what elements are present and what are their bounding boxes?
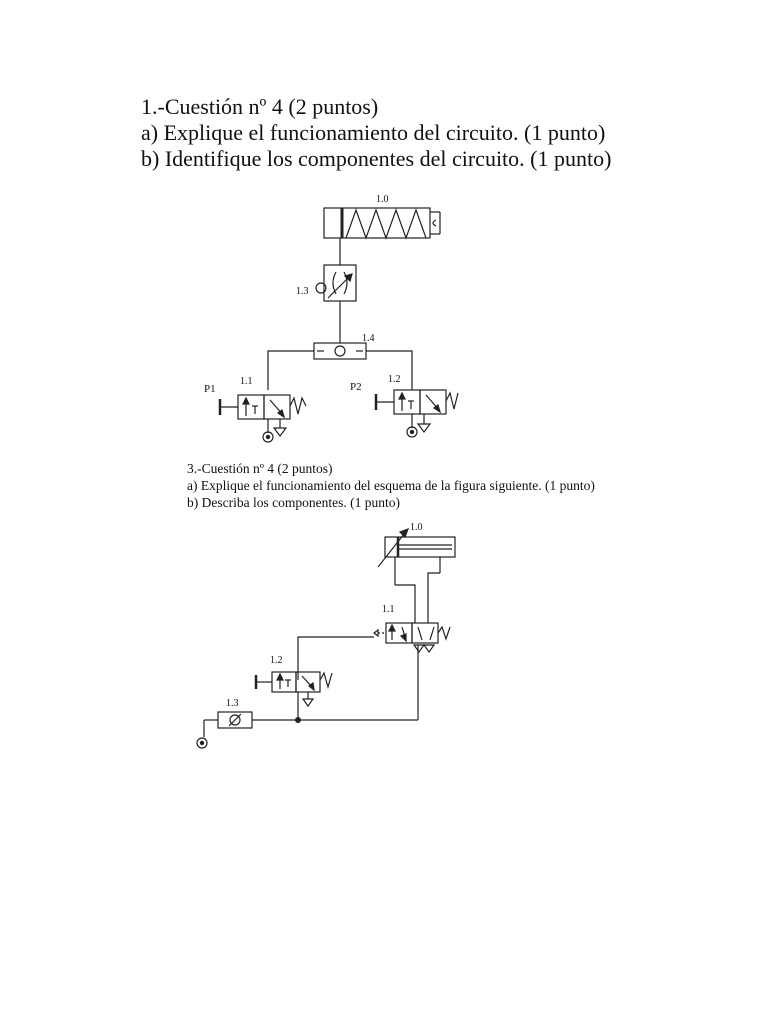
figure1-flow-control xyxy=(316,265,356,301)
figure1-label-1-3: 1.3 xyxy=(296,286,309,297)
figure2-circuit xyxy=(190,515,470,760)
q3-part-b: b) Describa los componentes. (1 punto) xyxy=(187,495,400,510)
figure1-circuit xyxy=(190,180,460,445)
figure1-label-p2: P2 xyxy=(350,381,362,393)
q1-part-a: a) Explique el funcionamiento del circuito. (1 punto) xyxy=(141,120,606,145)
figure2-label-1-0: 1.0 xyxy=(410,522,423,533)
figure2-junction xyxy=(295,717,301,723)
figure1-label-p1: P1 xyxy=(204,383,216,395)
figure1-label-1-2: 1.2 xyxy=(388,374,401,385)
figure2-label-1-3: 1.3 xyxy=(226,698,239,709)
q1-part-b: b) Identifique los componentes del circuito. (1 punto) xyxy=(141,146,612,171)
q1-title: 1.-Cuestión nº 4 (2 puntos) xyxy=(141,94,379,119)
figure2-label-1-2: 1.2 xyxy=(270,655,283,666)
figure1-label-1-1: 1.1 xyxy=(240,376,253,387)
q3-title: 3.-Cuestión nº 4 (2 puntos) xyxy=(187,461,333,476)
figure1-label-1-0: 1.0 xyxy=(376,194,389,205)
figure2-service-unit xyxy=(197,712,252,748)
figure1-shuttle-valve xyxy=(314,343,366,359)
figure2-cylinder xyxy=(378,529,455,567)
figure2-pilot-valve xyxy=(256,672,332,706)
q3-part-a: a) Explique el funcionamiento del esquema de la figura siguiente. (1 punto) xyxy=(187,478,595,493)
figure1-cylinder xyxy=(324,208,440,238)
figure2-main-valve xyxy=(374,623,450,652)
figure2-label-1-1: 1.1 xyxy=(382,604,395,615)
figure1-label-1-4: 1.4 xyxy=(362,333,375,344)
figure1-valve-1-2 xyxy=(376,390,458,437)
figure1-valve-1-1 xyxy=(220,395,306,442)
